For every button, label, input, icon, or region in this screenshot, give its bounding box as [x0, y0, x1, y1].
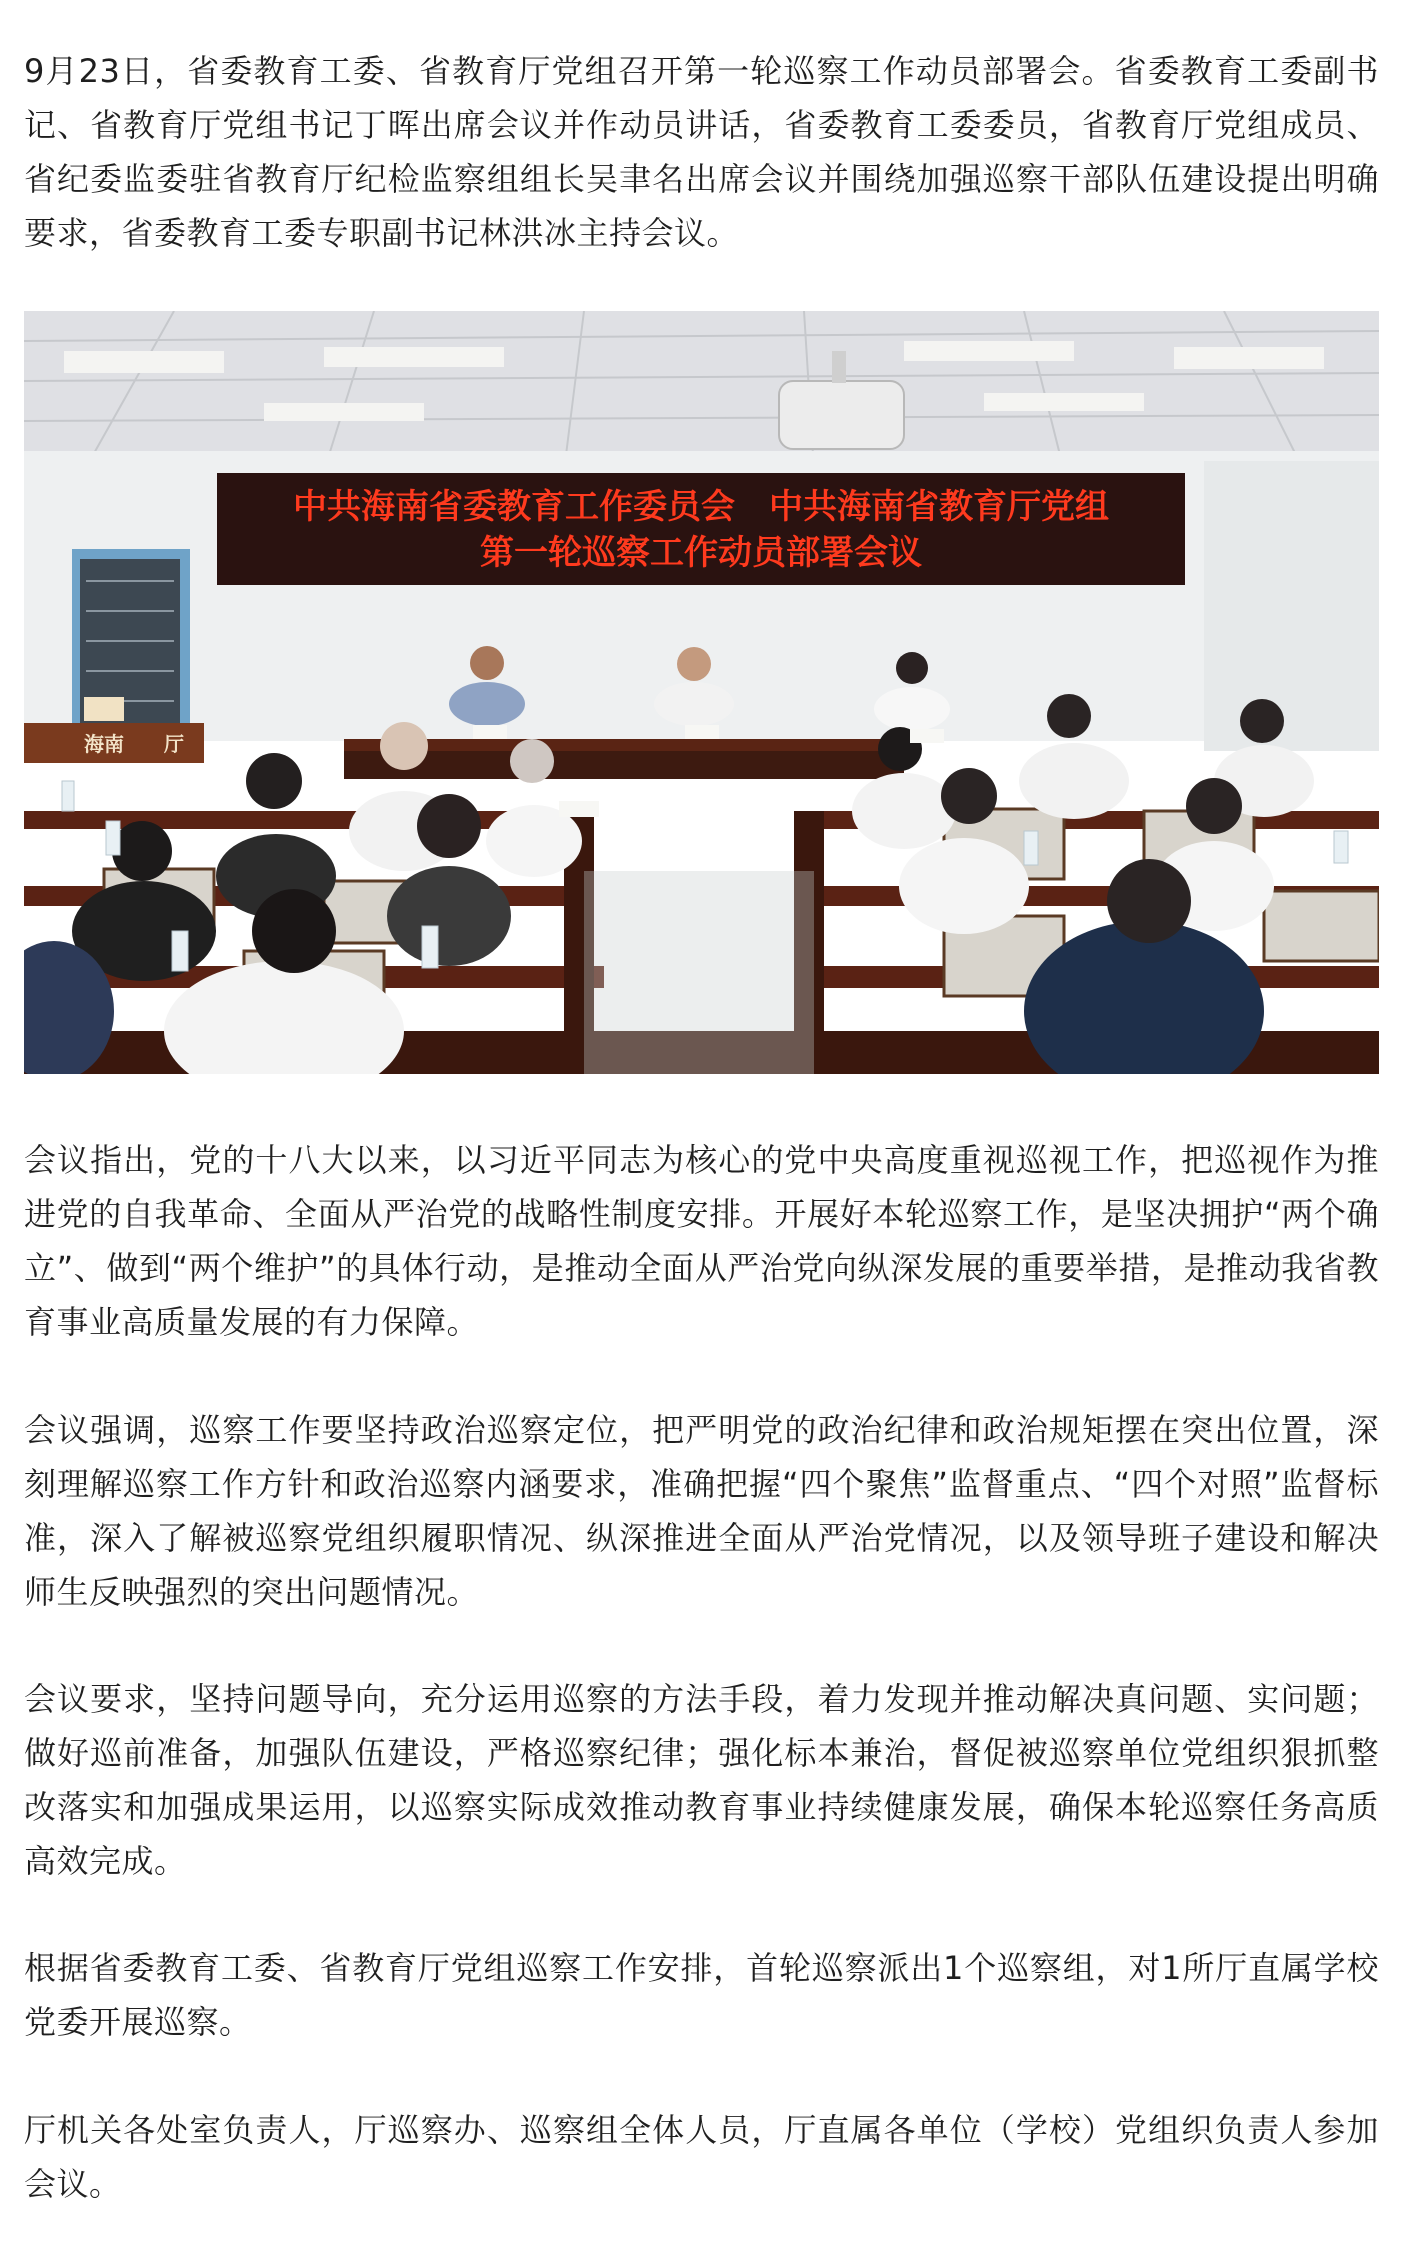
banner-line-1: 中共海南省委教育工作委员会 中共海南省教育厅党组: [293, 487, 1109, 527]
paragraph-arrangement: 根据省委教育工委、省教育厅党组巡察工作安排，首轮巡察派出1个巡察组，对1所厅直属学校党委开展巡察。: [24, 1949, 1379, 2041]
banner-line-2: 第一轮巡察工作动员部署会议: [480, 533, 922, 573]
paragraph-meeting-requirements: 会议要求，坚持问题导向，充分运用巡察的方法手段，着力发现并推动解决真问题、实问题；做好巡前准备，加强队伍建设，严格巡察纪律；强化标本兼治，督促被巡察单位党组织狠抓整改落实和加强成果运用，以巡察实际成效推动教育事业持续健康发展，确保本轮巡察任务高质高效完成。: [24, 1680, 1379, 1880]
paragraph-meeting-emphasis: 会议强调，巡察工作要坚持政治巡察定位，把严明党的政治纪律和政治规矩摆在突出位置，深刻理解巡察工作方针和政治巡察内涵要求，准确把握“四个聚焦”监督重点、“四个对照”监督标准，深入了解被巡察党组织履职情况、纵深推进全面从严治党情况，以及领导班子建设和解决师生反映强烈的突出问题情况。: [24, 1411, 1379, 1611]
meeting-photo: [24, 311, 1379, 1074]
paragraph-meeting-points: 会议指出，党的十八大以来，以习近平同志为核心的党中央高度重视巡视工作，把巡视作为推进党的自我革命、全面从严治党的战略性制度安排。开展好本轮巡察工作，是坚决拥护“两个确立”、做到“两个维护”的具体行动，是推动全面从严治党向纵深发展的重要举措，是推动我省教育事业高质量发展的有力保障。: [24, 1141, 1379, 1341]
paragraph-intro: 9月23日，省委教育工委、省教育厅党组召开第一轮巡察工作动员部署会。省委教育工委副书记、省教育厅党组书记丁晖出席会议并作动员讲话，省委教育工委委员，省教育厅党组成员、省纪委监委驻省教育厅纪检监察组组长吴聿名出席会议并围绕加强巡察干部队伍建设提出明确要求，省委教育工委专职副书记林洪冰主持会议。: [24, 52, 1379, 252]
side-sign: 海南 厅: [84, 732, 184, 756]
paragraph-attendees: 厅机关各处室负责人，厅巡察办、巡察组全体人员，厅直属各单位（学校）党组织负责人参加会议。: [24, 2111, 1379, 2203]
